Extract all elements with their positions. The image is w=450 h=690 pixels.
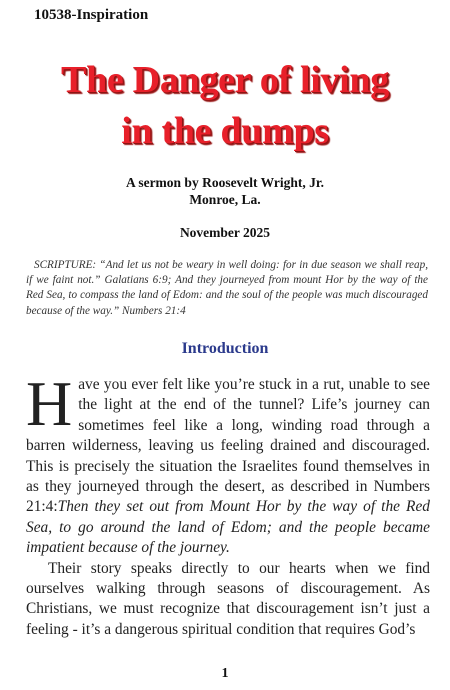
document-id: 10538-Inspiration (34, 7, 149, 23)
sermon-title-line-1: The Danger of living (61, 59, 389, 101)
body-text (26, 368, 430, 640)
paragraph-2: Their story speaks directly to our hearts when we find ourselves walking through seasons of discouragement. As Christians, we must recognize that discouragement isn’t just a feeling - it’s a dangerous spiritual condition that requires God’s (26, 559, 430, 638)
paragraph-1-text: ave you ever felt like you’re stuck in a rut, unable to see the light at the end of the tunnel? Life’s journey can sometimes feel like a long, winding road through a barren wilderness, leaving us feeling drained and discouraged. This is precisely the situation the Israelites found themselves in as they journeyed through the desert, as described in Numbers 21:4: (26, 376, 430, 516)
section-heading-introduction: Introduction (181, 340, 269, 357)
byline (0, 174, 450, 208)
paragraph-1 (26, 368, 430, 559)
location-line: Monroe, La. (189, 192, 261, 207)
drop-cap: H (26, 368, 73, 439)
scripture-passage: SCRIPTURE: “And let us not be weary in well doing: for in due season we shall reap, if we faint not.” Galatians 6:9; And they journeyed from mount Hor by the way of the Red Sea, to compass the land of Edom: and the soul of the people was much discouraged because of the way.” Numbers 21:4 (26, 259, 428, 317)
author-line: A sermon by Roosevelt Wright, Jr. (125, 175, 325, 190)
scripture-quote: Then they set out from Mount Hor by the way of the Red Sea, to go around the land of Edom; and the people became impatient because of the journey. (26, 498, 430, 557)
sermon-date: November 2025 (179, 225, 271, 240)
sermon-title (0, 55, 450, 157)
sermon-title-line-2: in the dumps (121, 110, 329, 152)
page-number: 1 (221, 666, 229, 681)
